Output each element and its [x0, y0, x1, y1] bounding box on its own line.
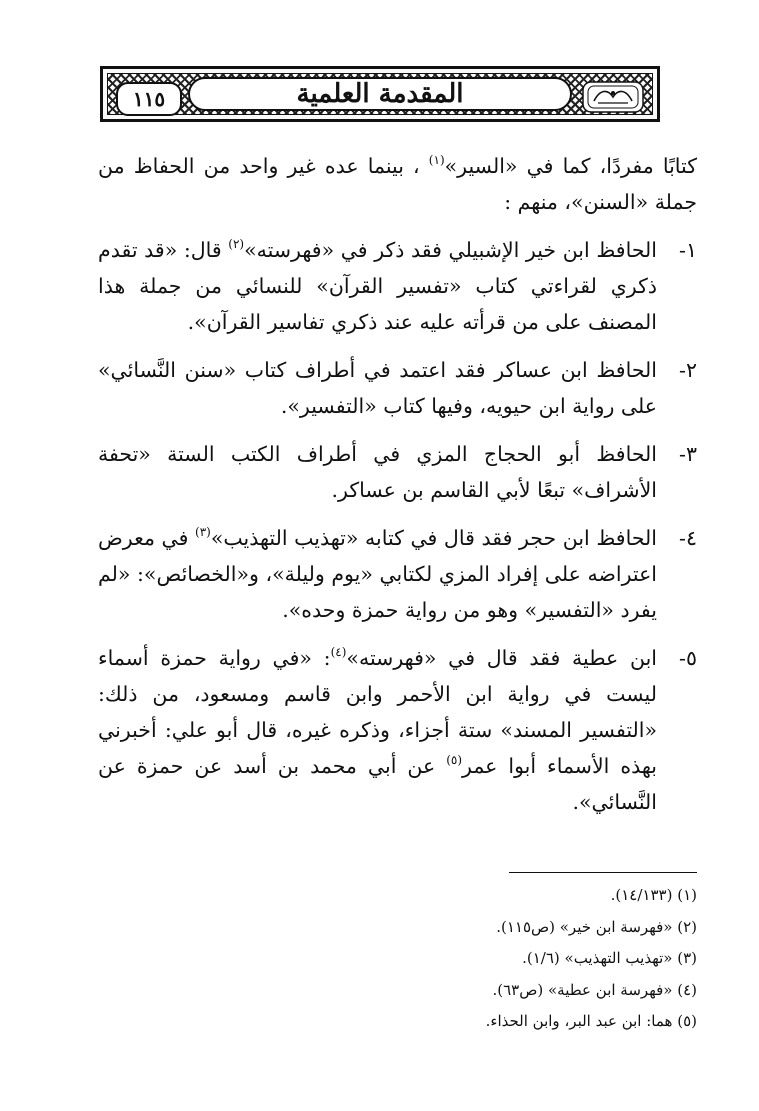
footnote-ref: (٥): [446, 753, 463, 767]
list-item: [98, 640, 697, 820]
intro-text-rest: ، بينما عده غير واحد من الحفاظ من جملة: [98, 154, 697, 214]
footnote: (٣) «تهذيب التهذيب» (١/٦).: [522, 949, 697, 967]
list-item-text-b: في معرض اعتراضه على إفراد المزي لكتابي «يوم وليلة»، و«الخصائص»: «لم يفرد «التفسير» وهو من رواية حمزة وحده».: [98, 526, 657, 622]
list-item-text-c: عن أبي محمد بن أسد عن حمزة عن النَّسائي».: [98, 754, 657, 814]
list-item-text: الحافظ أبو الحجاج المزي في أطراف الكتب الستة «تحفة الأشراف» تبعًا لأبي القاسم بن عساكر.: [98, 442, 657, 502]
list-item-text: الحافظ ابن عساكر فقد اعتمد في أطراف كتاب «سنن النَّسائي» على رواية ابن حيويه، وفيها كتاب «التفسير».: [98, 358, 657, 418]
list-item-number: ٤-: [679, 526, 697, 550]
footnote-ref: (١): [428, 153, 445, 167]
footnote: (٥) هما: ابن عبد البر، وابن الحذاء.: [485, 1012, 697, 1030]
publisher-emblem-icon: [582, 81, 644, 113]
list-item-text: [98, 232, 657, 340]
list-item-text-b: قال: «قد تقدم ذكري لقراءتي كتاب «تفسير القرآن» للنسائي من جملة هذا المصنف على من قرأته عليه عند ذكري تفاسير القرآن».: [98, 238, 657, 334]
list-item-text-b: : «في رواية حمزة أسماء ليست في رواية ابن الأحمر وابن قاسم ومسعود، من ذلك: «التفسير المسند» ستة أجزاء، وذكره غيره، قال أبو علي: أخبرني بهذه الأسماء أبوا عمر: [98, 646, 657, 778]
footnotes: [98, 880, 697, 1038]
main-text: [98, 148, 697, 820]
list-item-text-a: الحافظ ابن حجر فقد قال في كتابه «تهذيب التهذيب»: [210, 526, 658, 550]
list-item-text-a: الحافظ ابن خير الإشبيلي فقد ذكر في «فهرسته»: [244, 238, 657, 262]
list-item-text: [98, 520, 657, 628]
footnote-ref: (٢): [228, 237, 245, 251]
footnote-ref: (٣): [195, 525, 211, 539]
list-item-number: ٥-: [679, 646, 697, 670]
footnote: (٢) «فهرسة ابن خير» (ص١١٥).: [496, 917, 697, 936]
list-item-text: [98, 640, 657, 820]
intro-paragraph: [98, 148, 697, 220]
page-number-cartouche: [116, 82, 182, 116]
footnote: (٤) «فهرسة ابن عطية» (ص٦٣).: [492, 980, 697, 999]
footnote: (١) (١٤/١٣٣).: [610, 886, 697, 904]
page-title: المقدمة العلمية: [296, 79, 464, 109]
intro-text-line2: «السنن»، منهم :: [504, 190, 649, 214]
list-item-number: ٣-: [679, 442, 697, 466]
footnote-divider: [509, 872, 697, 873]
intro-text: كتابًا مفردًا، كما في «السير»: [444, 154, 697, 178]
list-item: [98, 436, 697, 508]
list-item: [98, 520, 697, 628]
page-number: ١١٥: [132, 87, 166, 111]
page-header: [100, 66, 660, 122]
list-item-number: ١-: [679, 238, 697, 262]
list-item-number: ٢-: [679, 358, 697, 382]
list-item: [98, 352, 697, 424]
header-ornament-band: [107, 73, 653, 115]
list-item: [98, 232, 697, 340]
header-title-cartouche: [188, 77, 572, 111]
footnote-ref: (٤): [330, 645, 347, 659]
list-item-text-a: ابن عطية فقد قال في «فهرسته»: [346, 646, 657, 670]
